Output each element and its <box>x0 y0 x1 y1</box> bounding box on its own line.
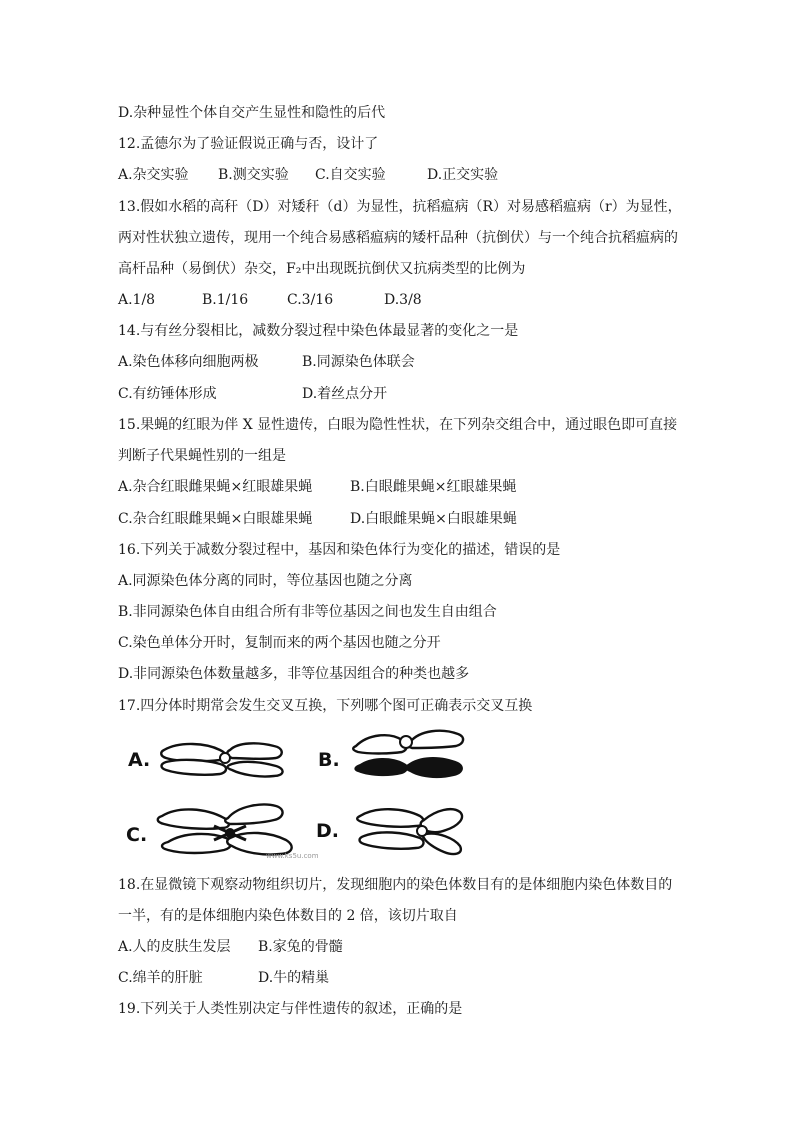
q15-option-a: A.杂合红眼雌果蝇×红眼雄果蝇 <box>118 479 313 495</box>
q15-option-c: C.杂合红眼雌果蝇×白眼雄果蝇 <box>118 511 313 527</box>
q16-option-d: D.非同源染色体数量越多，非等位基因组合的种类也越多 <box>118 666 470 682</box>
q11-option-d: D.杂种显性个体自交产生显性和隐性的后代 <box>118 105 386 121</box>
q15-stem-1: 15.果蝇的红眼为伴 X 显性遗传，白眼为隐性性状，在下列杂交组合中，通过眼色即可直接 <box>118 417 678 433</box>
watermark-text: www.ks5u.com <box>266 852 319 860</box>
q14-option-a: A.染色体移向细胞两极 <box>118 354 259 370</box>
q13-option-c: C.3/16 <box>287 292 334 308</box>
q18-option-d: D.牛的精巢 <box>258 970 330 986</box>
q16-option-c: C.染色单体分开时，复制而来的两个基因也随之分开 <box>118 635 441 651</box>
q16-option-a: A.同源染色体分离的同时，等位基因也随之分离 <box>118 573 413 589</box>
q16-option-b: B.非同源染色体自由组合所有非等位基因之间也发生自由组合 <box>118 604 497 620</box>
q14-option-d: D.着丝点分开 <box>302 386 388 402</box>
diagram-a <box>158 736 298 782</box>
q14-option-c: C.有纺锤体形成 <box>118 386 217 402</box>
q12-option-b: B.测交实验 <box>218 167 289 183</box>
q13-option-a: A.1/8 <box>118 292 156 308</box>
q13-stem-3: 高杆品种（易倒伏）杂交，F₂中出现既抗倒伏又抗病类型的比例为 <box>118 261 526 277</box>
q17-stem: 17.四分体时期常会发生交叉互换，下列哪个图可正确表示交叉互换 <box>118 698 533 714</box>
q12-option-d: D.正交实验 <box>427 167 499 183</box>
diagram-b <box>350 724 468 796</box>
q12-stem: 12.孟德尔为了验证假说正确与否，设计了 <box>118 136 379 152</box>
q18-option-a: A.人的皮肤生发层 <box>118 939 231 955</box>
q15-option-b: B.白眼雌果蝇×红眼雄果蝇 <box>350 479 517 495</box>
q18-option-b: B.家兔的骨髓 <box>258 939 343 955</box>
figure-label-c: C. <box>126 824 148 846</box>
q13-stem-1: 13.假如水稻的高秆（D）对矮秆（d）为显性，抗稻瘟病（R）对易感稻瘟病（r）为显性， <box>118 199 682 215</box>
q12-option-a: A.杂交实验 <box>118 167 189 183</box>
diagram-d <box>354 800 468 862</box>
q18-stem-1: 18.在显微镜下观察动物组织切片，发现细胞内的染色体数目有的是体细胞内染色体数目的 <box>118 877 673 893</box>
q13-option-d: D.3/8 <box>384 292 422 308</box>
q15-stem-2: 判断子代果蝇性别的一组是 <box>118 448 286 464</box>
q15-option-d: D.白眼雌果蝇×白眼雄果蝇 <box>350 511 517 527</box>
figure-label-d: D. <box>316 820 339 842</box>
q13-stem-2: 两对性状独立遗传，现用一个纯合易感稻瘟病的矮杆品种（抗倒伏）与一个纯合抗稻瘟病的 <box>118 230 678 246</box>
q14-stem: 14.与有丝分裂相比，减数分裂过程中染色体最显著的变化之一是 <box>118 323 519 339</box>
q18-stem-2: 一半，有的是体细胞内染色体数目的 2 倍，该切片取自 <box>118 908 458 924</box>
q18-option-c: C.绵羊的肝脏 <box>118 970 203 986</box>
figure-label-b: B. <box>318 749 340 771</box>
q12-option-c: C.自交实验 <box>315 167 386 183</box>
q19-stem: 19.下列关于人类性别决定与伴性遗传的叙述，正确的是 <box>118 1001 463 1017</box>
figure-label-a: A. <box>128 749 151 771</box>
crossover-figure <box>118 722 468 868</box>
q16-stem: 16.下列关于减数分裂过程中，基因和染色体行为变化的描述，错误的是 <box>118 542 561 558</box>
q13-option-b: B.1/16 <box>202 292 249 308</box>
q14-option-b: B.同源染色体联会 <box>302 354 415 370</box>
